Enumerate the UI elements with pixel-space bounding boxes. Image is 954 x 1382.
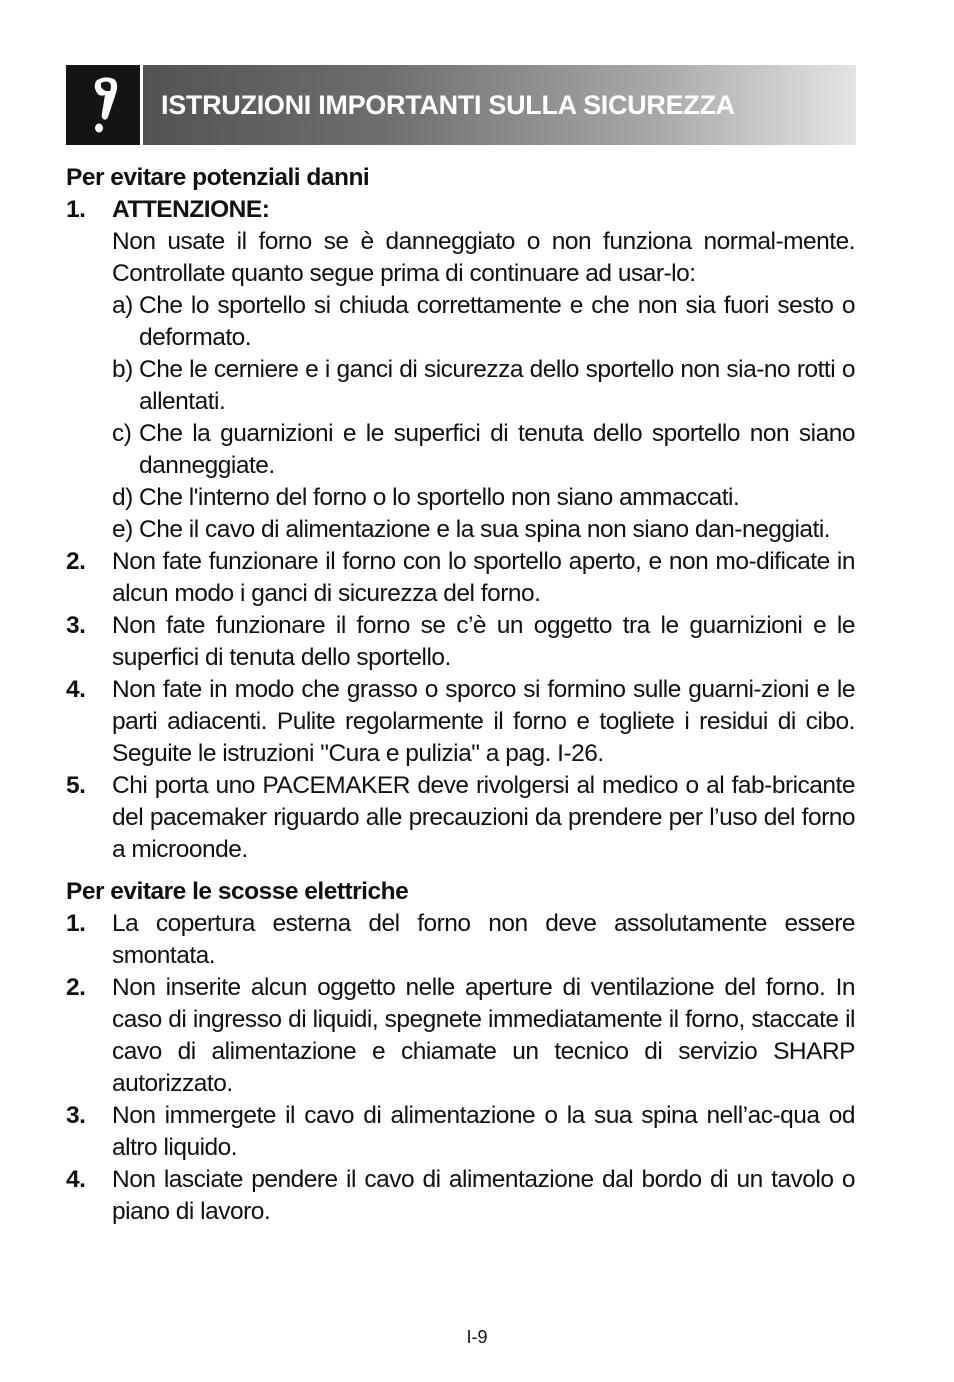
sub-item-letter: e) — [112, 516, 133, 543]
item-text: La copertura esterna del forno non deve assolutamente essere smontata. — [112, 910, 855, 969]
sub-item-text: Che il cavo di alimentazione e la sua spina non siano dan-neggiati. — [139, 516, 831, 543]
item-number: 4. — [66, 1166, 86, 1193]
header-icon-box — [66, 65, 143, 145]
item-text: Non immergete il cavo di alimentazione o la sua spina nell’ac-qua od altro liquido. — [112, 1102, 855, 1161]
sub-list-item — [112, 482, 855, 514]
list-item — [66, 908, 855, 972]
item-text: Non fate funzionare il forno con lo sportello aperto, e non mo-dificate in alcun modo i ganci di sicurezza del forno. — [112, 548, 855, 607]
content — [66, 162, 855, 1228]
sub-list-item — [112, 354, 855, 418]
list-item — [66, 674, 855, 770]
section-title-electric: Per evitare le scosse elettriche — [66, 878, 409, 905]
item-number: 1. — [66, 910, 86, 937]
section-title-damage: Per evitare potenziali danni — [66, 164, 370, 191]
list-item — [66, 194, 855, 546]
section-header — [66, 65, 856, 145]
item-number: 2. — [66, 548, 86, 575]
sub-item-letter: d) — [112, 484, 133, 511]
item-text: Chi porta uno PACEMAKER deve rivolgersi al medico o al fab-bricante del pacemaker riguardo alle precauzioni da prendere per l’uso del forno a microonde. — [112, 772, 855, 863]
sub-item-text: Che le cerniere e i ganci di sicurezza dello sportello non sia-no rotti o allentati. — [139, 356, 855, 415]
header-title: ISTRUZIONI IMPORTANTI SULLA SICUREZZA — [161, 89, 735, 120]
sub-item-letter: a) — [112, 292, 133, 319]
item-heading: ATTENZIONE: — [112, 196, 270, 223]
list-item — [66, 1100, 855, 1164]
item-number: 1. — [66, 196, 86, 223]
item-text: Non inserite alcun oggetto nelle aperture di ventilazione del forno. In caso di ingresso di liquidi, spegnete immediatamente il forno, staccate il cavo di alimentazione e chiamate un tecnico di servizio SHARP autorizzato. — [112, 974, 855, 1097]
sub-list-item — [112, 290, 855, 354]
page-number: I-9 — [466, 1327, 488, 1347]
list-item — [66, 610, 855, 674]
sub-item-letter: c) — [112, 420, 132, 447]
sub-item-text: Che lo sportello si chiuda correttamente e che non sia fuori sesto o deformato. — [139, 292, 855, 351]
item-number: 4. — [66, 676, 86, 703]
item-text: Non usate il forno se è danneggiato o non funziona normal-mente. Controllate quanto segue prima di continuare ad usar-lo: — [112, 228, 855, 287]
item-number: 2. — [66, 974, 86, 1001]
item-text: Non lasciate pendere il cavo di alimentazione dal bordo di un tavolo o piano di lavoro. — [112, 1166, 855, 1225]
item-text: Non fate in modo che grasso o sporco si formino sulle guarni-zioni e le parti adiacenti. Pulite regolarmente il forno e togliete i residui di cibo. Seguite le istruzioni "Cura e pulizia" a pag. I-26. — [112, 676, 855, 767]
sub-item-text: Che l'interno del forno o lo sportello non siano ammaccati. — [139, 484, 740, 511]
list-item — [66, 972, 855, 1100]
list-item — [66, 546, 855, 610]
list-item — [66, 770, 855, 866]
sub-list-item — [112, 418, 855, 482]
warning-exclamation-icon — [88, 75, 120, 135]
item-number: 5. — [66, 772, 86, 799]
sub-item-letter: b) — [112, 356, 133, 383]
item-number: 3. — [66, 612, 86, 639]
item-text: Non fate funzionare il forno se c’è un oggetto tra le guarnizioni e le superfici di tenuta dello sportello. — [112, 612, 855, 671]
sub-list-item — [112, 514, 855, 546]
list-item — [66, 1164, 855, 1228]
sub-item-text: Che la guarnizioni e le superfici di tenuta dello sportello non siano danneggiate. — [139, 420, 855, 479]
item-number: 3. — [66, 1102, 86, 1129]
